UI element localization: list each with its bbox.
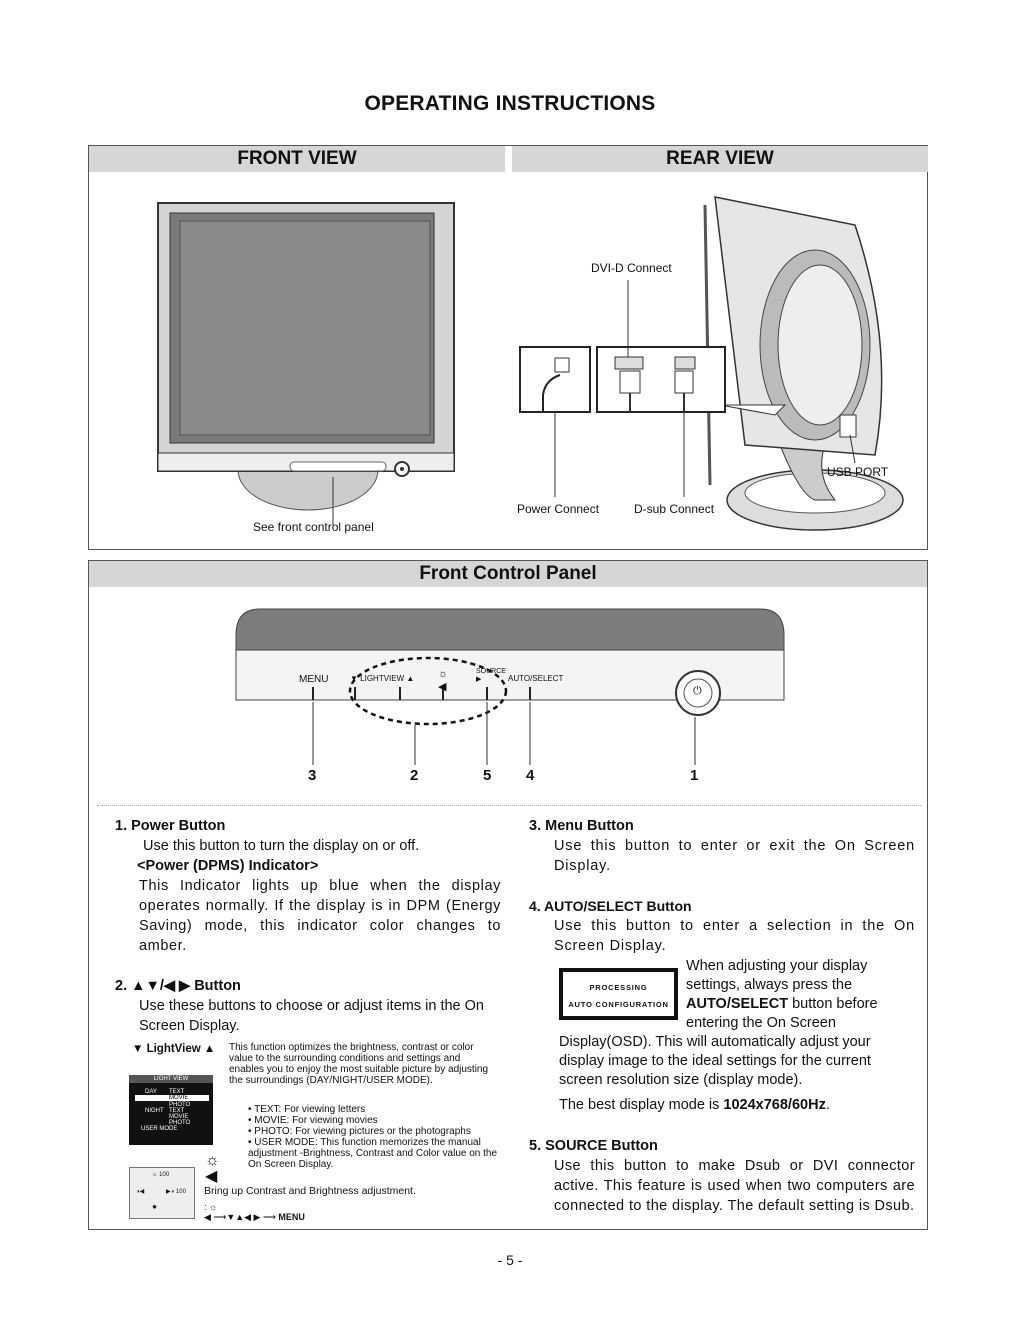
panel-menu-label: MENU	[299, 674, 329, 685]
osd-night-photo: PHOTO	[169, 1120, 191, 1126]
lightview-description: This function optimizes the brightness, contrast or color value to the surrounding conditions and settings and enables you to enjoy the most suitable picture by adjusting the surroundings (DAY/NIGHT/USER MODE).	[229, 1042, 489, 1086]
autoselect-note-2: button before entering the On Screen	[686, 996, 878, 1031]
power-connect-label: Power Connect	[517, 502, 600, 516]
autoselect-note	[686, 957, 911, 1033]
processing-line2: AUTO CONFIGURATION	[568, 1000, 669, 1009]
right-column	[529, 816, 915, 956]
item1-subtitle: <Power (DPMS) Indicator>	[137, 858, 319, 874]
divider	[97, 805, 921, 806]
osd-brightness-val: 100	[159, 1172, 170, 1178]
front-view-header: FRONT VIEW	[89, 146, 505, 172]
control-panel-illustration	[230, 605, 790, 765]
osd-title: LIGHT VIEW	[129, 1075, 213, 1083]
bullet-photo: • PHOTO: For viewing pictures or the photographs	[248, 1126, 471, 1137]
callout-5: 5	[483, 767, 492, 784]
item1-text: Use this button to turn the display on or off.	[143, 838, 420, 854]
item3-title: 3. Menu Button	[529, 818, 634, 834]
osd-day-photo: PHOTO	[169, 1102, 191, 1108]
best-mode-prefix: The best display mode is	[559, 1097, 720, 1113]
best-mode-value: 1024x768/60Hz	[723, 1097, 826, 1113]
lightview-text: LIGHTVIEW	[360, 674, 405, 683]
osd-night: NIGHT	[145, 1108, 164, 1114]
item4-title: 4. AUTO/SELECT Button	[529, 898, 692, 914]
item2-text: Use these buttons to choose or adjust items in the On Screen Display.	[139, 998, 484, 1034]
item2-title: 2. ▲▼/◀ ▶ Button	[115, 978, 241, 994]
osd-contrast-val: 100	[175, 1189, 186, 1195]
rear-view-header: REAR VIEW	[512, 146, 928, 172]
dvi-connect-label: DVI-D Connect	[591, 261, 672, 275]
lightview-bullets	[248, 1104, 498, 1170]
callout-3: 3	[308, 767, 317, 784]
front-caption: See front control panel	[253, 520, 374, 534]
bullet-text: • TEXT: For viewing letters	[248, 1104, 366, 1115]
lightview-osd	[129, 1075, 213, 1145]
osd-day: DAY	[145, 1089, 157, 1095]
autoselect-note-1: When adjusting your display settings, always press the	[686, 958, 868, 993]
callout-2: 2	[410, 767, 419, 784]
osd-night-movie: MOVIE	[169, 1114, 189, 1120]
processing-line1: PROCESSING	[589, 983, 648, 992]
source-text: SOURCE	[476, 668, 506, 675]
osd-day-text: TEXT	[169, 1089, 185, 1095]
panel-autoselect-label: AUTO/SELECT	[508, 674, 564, 683]
osd-user-mode: USER MODE	[141, 1126, 178, 1132]
callout-4: 4	[526, 767, 535, 784]
item1-subtext: This Indicator lights up blue when the display operates normally. If the display is in DPM (Energy Saving) mode, this indicator color changes to amber.	[139, 878, 501, 954]
best-mode-suffix: .	[825, 1097, 830, 1113]
panel-lightview-label: ▼ LIGHTVIEW ▲	[350, 674, 415, 683]
sequence-row: : ☼ ◀ ⟶▼▲◀ ▶ ⟶ MENU	[204, 1202, 305, 1222]
control-panel-header: Front Control Panel	[89, 561, 927, 587]
left-column	[115, 816, 501, 1036]
autoselect-note-cont: Display(OSD). This will automatically adjust your display image to the ideal settings for the current screen resolution size (display mode).	[559, 1034, 871, 1088]
usb-port-label: USB PORT	[827, 465, 889, 479]
front-monitor-illustration	[150, 195, 470, 540]
page-title: OPERATING INSTRUCTIONS	[364, 92, 656, 115]
brightness-sun-icon: ☼ ◀	[205, 1152, 220, 1185]
item3-text: Use this button to enter or exit the On Screen Display.	[554, 838, 915, 874]
sequence-menu: MENU	[278, 1212, 305, 1222]
callout-1: 1	[690, 767, 699, 784]
bullet-user-mode: • USER MODE: This function memorizes the manual adjustment -Brightness, Contrast and Color value on the On Screen Display.	[248, 1137, 498, 1170]
item5-text: Use this button to make Dsub or DVI connector active. This feature is used when two computers are connected to the display. The default setting is Dsub.	[554, 1158, 915, 1214]
panel-source-label: SOURCE ▶	[476, 668, 506, 683]
best-mode	[559, 1095, 909, 1115]
osd-night-text: TEXT	[169, 1108, 185, 1114]
processing-box	[559, 968, 678, 1020]
bullet-movie: • MOVIE: For viewing movies	[248, 1115, 378, 1126]
item1-title: 1. Power Button	[115, 818, 226, 834]
lightview-label: ▼ LightView ▲	[132, 1043, 216, 1055]
autoselect-note-bold: AUTO/SELECT	[686, 996, 789, 1012]
osd-day-movie: MOVIE	[169, 1095, 189, 1101]
panel-brightness-icon: ☼ ◀	[438, 668, 449, 693]
item5	[529, 1136, 915, 1216]
power-icon: ⏻	[693, 685, 702, 697]
item5-title: 5. SOURCE Button	[529, 1138, 658, 1154]
dsub-connect-label: D-sub Connect	[634, 502, 715, 516]
item4-text: Use this button to enter a selection in the On Screen Display.	[554, 918, 915, 954]
page-number: - 5 -	[497, 1252, 523, 1268]
brightness-osd: ☼ 100 ◑◀ ▶◑ 100 ✹	[129, 1167, 195, 1219]
bring-up-text: Bring up Contrast and Brightness adjustment.	[204, 1185, 416, 1197]
rear-monitor-illustration	[515, 195, 915, 535]
